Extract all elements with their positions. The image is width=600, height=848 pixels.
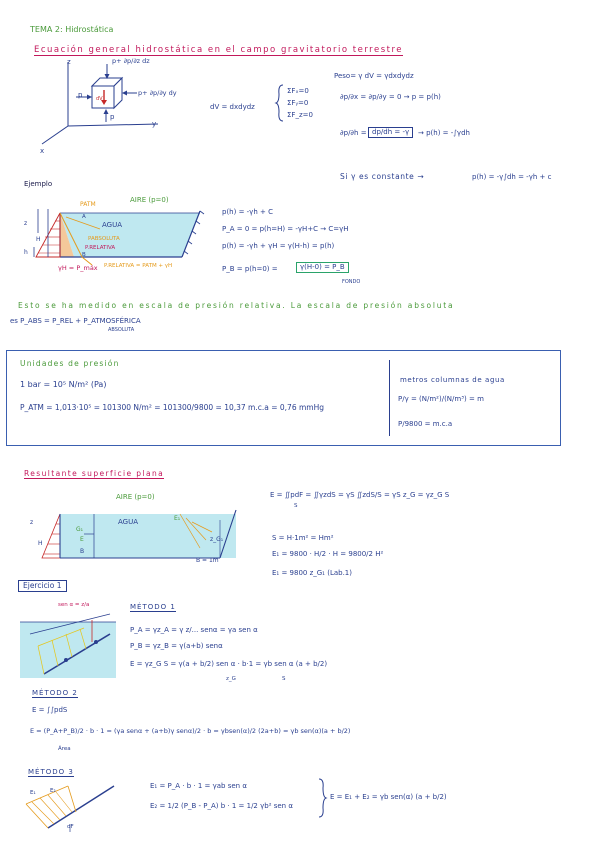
exercise1-diagram bbox=[18, 612, 118, 682]
example-eq4-note: FONDO bbox=[342, 279, 361, 285]
method3-brace bbox=[318, 778, 326, 818]
section2-eq-s: S = H·1m² = Hm² bbox=[272, 534, 334, 542]
method2-area: Área bbox=[58, 746, 71, 752]
method3-result: E = E₁ + E₂ = γb sen(α) (a + b/2) bbox=[330, 793, 447, 801]
eq-partial-xy: ∂p/∂x = ∂p/∂y = 0 → p = p(h) bbox=[340, 93, 441, 101]
e-label: E bbox=[80, 536, 84, 543]
b-label: B bbox=[80, 548, 85, 555]
scale-note-line2: es P_ABS = P_REL + P_ATMOSFÉRICA bbox=[10, 317, 141, 325]
eq-integral: → p(h) = -∫γdh bbox=[418, 129, 470, 137]
topic-title: TEMA 2: Hidrostática bbox=[30, 25, 114, 34]
method1-s: S bbox=[282, 676, 286, 682]
units-patm: P_ATM = 1,013·10⁵ = 101300 N/m² = 101300/9800 = 10,37 m.c.a = 0,76 mmHg bbox=[20, 403, 324, 412]
section2-eq-e-sub: S bbox=[294, 503, 298, 509]
eq-sum-y: ΣFᵧ=0 bbox=[287, 99, 309, 107]
cube-diagram bbox=[30, 58, 200, 158]
method2-formula: E = (P_A+P_B)/2 · b · 1 = (γa senα + (a+b)γ senα)/2 · b = γbsen(α)/2 (2a+b) = γb sen(α)(a + b/2) bbox=[30, 727, 351, 735]
h-dim-label: H bbox=[36, 236, 41, 243]
b-dim-label: B = 1m bbox=[196, 557, 219, 564]
label-left-pressure: p bbox=[78, 91, 83, 99]
cube-center-label: dV bbox=[96, 96, 103, 102]
eq-total-deriv: dp/dh = -γ bbox=[368, 127, 413, 138]
eq-constant-result: p(h) = -γ∫dh = -γh + c bbox=[472, 173, 552, 181]
units-title: Unidades de presión bbox=[20, 359, 120, 368]
section2-eq-e2: E₁ = 9800 z_G₁ (Lab.1) bbox=[272, 569, 352, 577]
method1-pb: P_B = γz_B = γ(a+b) senα bbox=[130, 642, 223, 650]
e1-label: E₁ bbox=[174, 515, 181, 522]
section2-eq-e1: E₁ = 9800 · H/2 · H = 9800/2 H² bbox=[272, 550, 384, 558]
exercise1-sen-label: sen α = z/a bbox=[58, 602, 90, 608]
example-eq4-boxed: γ(H-0) = P_B bbox=[296, 262, 349, 273]
section-title-hydrostatic: Ecuación general hidrostática en el campo gravitatorio terrestre bbox=[34, 45, 404, 55]
gamma-h-label: γH = P_máx bbox=[58, 264, 98, 272]
section2-title: Resultante superficie plana bbox=[24, 469, 165, 478]
method1-pa: P_A = γz_A = γ z/... senα = γa sen α bbox=[130, 626, 258, 634]
eq-sum-z: ΣF_z=0 bbox=[287, 111, 313, 119]
method3-df: dF bbox=[67, 824, 74, 830]
section2-eq-e: E = ∬pdF = ∬γzdS = γS ∬zdS/S = γS z_G = γz_G S bbox=[270, 491, 450, 499]
scale-note-line1: Esto se ha medido en escala de presión relativa. La escala de presión absoluta bbox=[18, 301, 455, 310]
z-dim-label: z bbox=[24, 220, 28, 227]
units-divider bbox=[389, 360, 390, 436]
zg-label: z_G₁ bbox=[210, 536, 224, 543]
z2-label: z bbox=[30, 519, 34, 526]
water-label-2: AGUA bbox=[118, 518, 139, 526]
axis-y-label: y bbox=[152, 120, 157, 128]
method1-e: E = γz_G S = γ(a + b/2) sen α · b·1 = γb sen α (a + b/2) bbox=[130, 660, 328, 668]
air-label-1: AIRE (p=0) bbox=[130, 196, 169, 204]
mca-title: metros columnas de agua bbox=[400, 376, 505, 384]
label-top-pressure: p+ ∂p/∂z dz bbox=[112, 57, 150, 65]
axis-x-label: x bbox=[40, 147, 45, 155]
pabs-label: PABSOLUTA bbox=[88, 236, 120, 242]
patm-label: PATM bbox=[80, 201, 96, 208]
method3-e2-lbl: E₂ bbox=[50, 788, 56, 794]
exercise1-title: Ejercicio 1 bbox=[18, 580, 67, 592]
g-label: G₁ bbox=[76, 526, 84, 533]
axis-z-label: z bbox=[67, 58, 71, 66]
hs-dim-label: h bbox=[24, 249, 28, 256]
method1-zg: z_G bbox=[226, 676, 236, 682]
method3-e2: E₂ = 1/2 (P_B - P_A) b · 1 = 1/2 γb² sen α bbox=[150, 802, 293, 810]
method3-e1: E₁ = P_A · b · 1 = γab sen α bbox=[150, 782, 247, 790]
example-eq1: p(h) = -γh + C bbox=[222, 208, 273, 216]
method1-title: MÉTODO 1 bbox=[130, 603, 176, 611]
eq-weight: Peso= γ dV = γdxdydz bbox=[334, 72, 414, 80]
eq-constant-note: Si γ es constante → bbox=[340, 172, 425, 181]
label-bottom-pressure: p bbox=[110, 113, 115, 121]
prel-label: P.RELATIVA bbox=[85, 245, 116, 251]
units-bar: 1 bar = 10⁵ N/m² (Pa) bbox=[20, 380, 107, 389]
example-eq4-left: P_B = p(h=0) = bbox=[222, 265, 278, 273]
h2-label: H bbox=[38, 540, 43, 547]
air-label-2: AIRE (p=0) bbox=[116, 493, 155, 501]
pbottom-label: P.RELATIVA = PATM + γH bbox=[104, 263, 173, 269]
method2-e: E = ∫∫pdS bbox=[32, 706, 68, 714]
method2-title: MÉTODO 2 bbox=[32, 689, 78, 697]
method3-title: MÉTODO 3 bbox=[28, 768, 74, 776]
example-eq2: P_A = 0 = p(h=H) = -γH+C → C=γH bbox=[222, 225, 349, 233]
system-brace bbox=[276, 84, 284, 122]
scale-note-line2-sub: ABSOLUTA bbox=[108, 327, 135, 333]
example-eq3: p(h) = -γh + γH = γ(H-h) = p(h) bbox=[222, 242, 335, 250]
eq-dv: dV = dxdydz bbox=[210, 103, 255, 111]
method3-diagram bbox=[16, 780, 116, 840]
point-a-label: A bbox=[82, 214, 86, 220]
eq-sum-x: ΣFₓ=0 bbox=[287, 87, 309, 95]
eq-partial-h: ∂p/∂h = bbox=[340, 129, 367, 137]
point-b-label: B bbox=[82, 252, 86, 258]
method3-e1-lbl: E₁ bbox=[30, 790, 36, 796]
label-right-pressure: p+ ∂p/∂y dy bbox=[138, 89, 177, 97]
example-title: Ejemplo bbox=[24, 180, 53, 188]
mca-eq2: P/9800 = m.c.a bbox=[398, 420, 453, 428]
mca-eq1: P/γ = (N/m²)/(N/m³) = m bbox=[398, 395, 484, 403]
water-label-1: AGUA bbox=[102, 221, 123, 229]
